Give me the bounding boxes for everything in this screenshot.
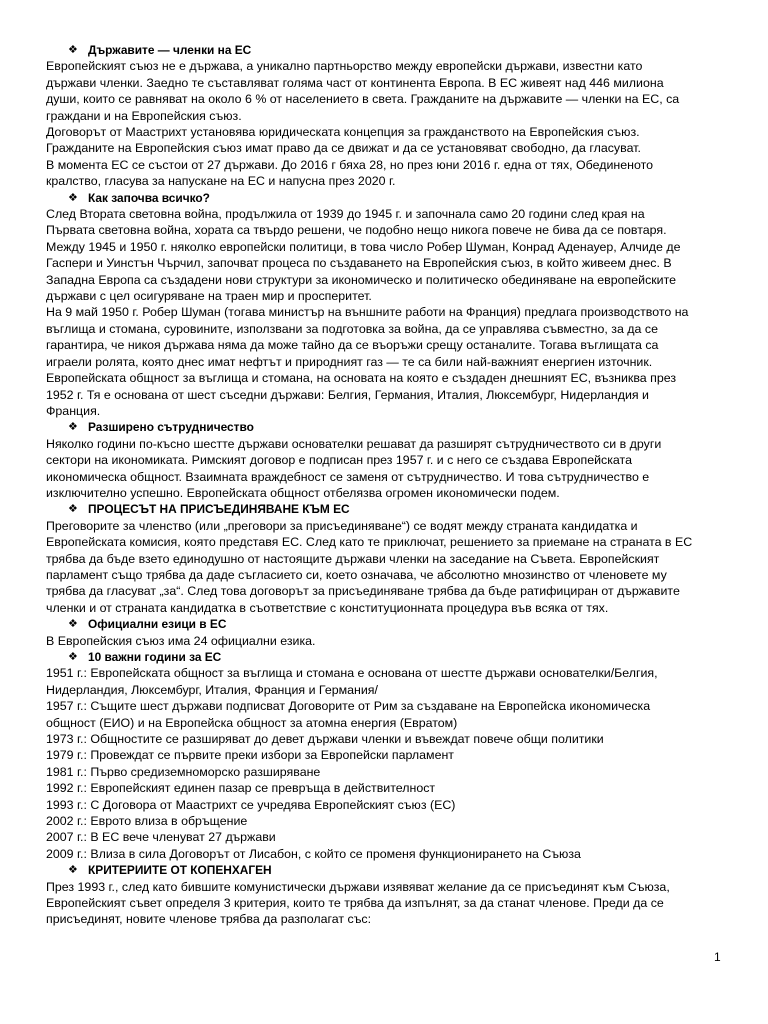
bullet-icon: ❖ <box>68 421 78 434</box>
section-heading-text: Как започва всичко? <box>88 190 210 205</box>
timeline-list <box>46 665 726 862</box>
text-line: В момента ЕС се състои от 27 държави. До 2016 г бяха 28, но през юни 2016 г. една от тях, Обединеното <box>46 157 654 172</box>
list-item <box>46 665 726 681</box>
timeline-text: общност (ЕИО) и на Европейска общност за атомна енергия (Евратом) <box>46 715 458 730</box>
text-line: Европейският съвет определя 3 критерия, които те трябва да изпълнят, за да станат членове. Преди да се <box>46 896 664 911</box>
text-line: играели ролята, която днес имат нефтът и природният газ — те са били най-важният енергиен източник. <box>46 354 653 369</box>
text-line: Първата световна война, хората са твърдо решени, че подобно нещо никога повече не бива да се повтаря. <box>46 223 667 238</box>
section-paragraph <box>46 879 726 928</box>
text-line: 1952 г. Тя е основана от шест съседни държави: Белгия, Германия, Италия, Люксембург, Нидерландия и <box>46 387 649 402</box>
section-heading <box>46 649 726 665</box>
text-line: Европейската общност за въглища и стомана, на основата на която е създаден днешният ЕС, възниква през <box>46 371 677 386</box>
text-line: изключително успешно. Европейската общност отбелязва огромен икономически подем. <box>46 485 560 500</box>
section-heading-text: 10 важни години за ЕС <box>88 649 222 664</box>
text-line: След Втората световна война, продължила от 1939 до 1945 г. и започнала само 20 години след края на <box>46 207 645 222</box>
section-paragraph <box>46 436 726 502</box>
section-paragraph <box>46 518 726 616</box>
text-line: Няколко години по-късно шестте държави основателки решават да разширят сътрудничеството си в други <box>46 436 662 451</box>
section-paragraph <box>46 58 726 189</box>
section-heading <box>46 42 726 58</box>
timeline-text: Провеждат се първите преки избори за Европейски парламент <box>86 748 454 763</box>
text-line: гарантира, че никоя държава няма да може тайно да се въоръжи срещу останалите. Тогава въглищата са <box>46 338 659 353</box>
timeline-text: Нидерландия, Люксембург, Италия, Франция и Германия/ <box>46 682 378 697</box>
timeline-text: Същите шест държави подписват Договорите от Рим за създаване на Европейска икономическа <box>86 699 651 714</box>
list-item <box>46 764 726 780</box>
section-heading <box>46 501 726 517</box>
text-line: сектори на икономиката. Римският договор е подписан през 1957 г. и с него се създава Европейската <box>46 453 632 468</box>
section-heading-text: Официални езици в ЕС <box>88 617 227 632</box>
timeline-text: В ЕС вече членуват 27 държави <box>86 830 276 845</box>
list-item <box>46 747 726 763</box>
text-line: граждани и на Европейския съюз. <box>46 108 242 123</box>
bullet-icon: ❖ <box>68 191 78 204</box>
bullet-icon: ❖ <box>68 503 78 516</box>
timeline-year: 1957 г.: <box>46 699 87 714</box>
timeline-year: 1993 г.: <box>46 797 87 812</box>
timeline-year: 2009 г.: <box>46 846 87 861</box>
timeline-text: Европейската общност за въглища и стомана е основана от шестте държави основателки/Белгия, <box>86 666 658 681</box>
timeline-year: 1973 г.: <box>46 731 87 746</box>
text-line: През 1993 г., след като бившите комунистически държави изявяват желание да се присъединят към Съюза, <box>46 879 670 894</box>
timeline-year: 1992 г.: <box>46 781 87 796</box>
text-line: Европейската комисия, която представя ЕС. След като те приключат, решението за приемане на страната в ЕС <box>46 535 693 550</box>
section-heading-text: Разширено сътрудничество <box>88 420 254 435</box>
text-line: икономическа общност. Взаимната враждебност се заменя от сътрудничество. И това сътрудничество е <box>46 469 650 484</box>
text-line: присъединят, новите членове трябва да разполагат със: <box>46 912 372 927</box>
list-item <box>46 731 726 747</box>
timeline-year: 1951 г.: <box>46 666 87 681</box>
timeline-text: Влиза в сила Договорът от Лисабон, с който се променя функционирането на Съюза <box>86 846 581 861</box>
text-line: Между 1945 и 1950 г. няколко европейски политици, в това число Робер Шуман, Конрад Аденауер, Алчиде де <box>46 239 681 254</box>
section-paragraph <box>46 206 726 419</box>
timeline-text: Европейският единен пазар се превръща в действителност <box>86 781 436 796</box>
list-item <box>46 797 726 813</box>
bullet-icon: ❖ <box>68 650 78 663</box>
text-line: парламент също трябва да даде съгласието си, което означава, че абсолютно мнозинство от членовете му <box>46 567 667 582</box>
timeline-year: 1981 г.: <box>46 764 87 779</box>
list-item <box>46 813 726 829</box>
text-line: въглища и стомана, суровините, използвани за подготовка за война, да се управлява съвместно, за да се <box>46 321 658 336</box>
section-paragraph <box>46 633 726 649</box>
timeline-text: С Договора от Маастрихт се учредява Европейският съюз (ЕС) <box>86 797 456 812</box>
text-line: държави членки. Заедно те съставляват голяма част от континента Европа. В ЕС живеят над 446 милиона <box>46 75 664 90</box>
section-heading <box>46 616 726 632</box>
timeline-text: Общностите се разширяват до девет държави членки и въвеждат повече общи политики <box>86 731 604 746</box>
list-item <box>46 682 726 698</box>
bullet-icon: ❖ <box>68 618 78 631</box>
section-heading <box>46 862 726 878</box>
list-item <box>46 846 726 862</box>
timeline-text: Еврото влиза в обръщение <box>86 814 248 828</box>
text-line: трябва да бъде взето единодушно от настоящите държави членки на заседание на Съвета. Европейският <box>46 551 660 566</box>
section-heading <box>46 190 726 206</box>
timeline-year: 2002 г.: <box>46 814 87 828</box>
text-line: кралство, гласува за напускане на ЕС и напусна през 2020 г. <box>46 174 396 189</box>
text-line: Гаспери и Уинстън Чърчил, започват процеса по създаването на Европейския съюз, в който живеем днес. В <box>46 256 672 271</box>
timeline-year: 1979 г.: <box>46 748 87 763</box>
text-line: Франция. <box>46 403 101 418</box>
bullet-icon: ❖ <box>68 864 78 877</box>
text-line: Западна Европа са създадени нови структури за икономическо и политическо обединяване на европейските <box>46 272 677 287</box>
text-line: души, които се равняват на около 6 % от населението в света. Гражданите на държавите — членки на ЕС, са <box>46 92 680 107</box>
text-line: Европейският съюз не е държава, а уникално партньорство между европейски държави, известни като <box>46 59 643 74</box>
text-line: Договорът от Маастрихт установява юридическата концепция за гражданството на Европейския съюз. <box>46 125 640 140</box>
list-item <box>46 780 726 796</box>
list-item <box>46 698 726 714</box>
list-item <box>46 829 726 845</box>
document-page <box>46 42 726 928</box>
text-line: Гражданите на Европейския съюз имат право да се движат и да се установяват свободно, да гласуват. <box>46 141 641 156</box>
section-heading-text: КРИТЕРИИТЕ ОТ КОПЕНХАГЕН <box>88 863 272 878</box>
section-heading <box>46 419 726 435</box>
section-heading-text: Държавите — членки на ЕС <box>88 43 252 57</box>
timeline-year: 2007 г.: <box>46 830 87 845</box>
list-item <box>46 715 726 731</box>
text-line: членки и от страната кандидатка в съответствие с конституционната процедура във всяка от тях. <box>46 600 609 615</box>
timeline-text: Първо средиземноморско разширяване <box>86 764 321 779</box>
text-line: В Европейския съюз има 24 официални езика. <box>46 633 316 648</box>
text-line: На 9 май 1950 г. Робер Шуман (тогава министър на външните работи на Франция) предлага производството на <box>46 305 689 320</box>
text-line: държави с цел осигуряване на траен мир и просперитет. <box>46 289 372 304</box>
text-line: Преговорите за членство (или „преговори за присъединяване“) се водят между страната кандидатка и <box>46 518 638 533</box>
text-line: трябва да гласуват „за“. След това договорът за присъединяване трябва да бъде ратифициран от държавите <box>46 584 680 599</box>
page-number: 1 <box>714 950 721 964</box>
bullet-icon: ❖ <box>68 44 78 56</box>
section-heading-text: ПРОЦЕСЪТ НА ПРИСЪЕДИНЯВАНЕ КЪМ ЕС <box>88 502 350 517</box>
